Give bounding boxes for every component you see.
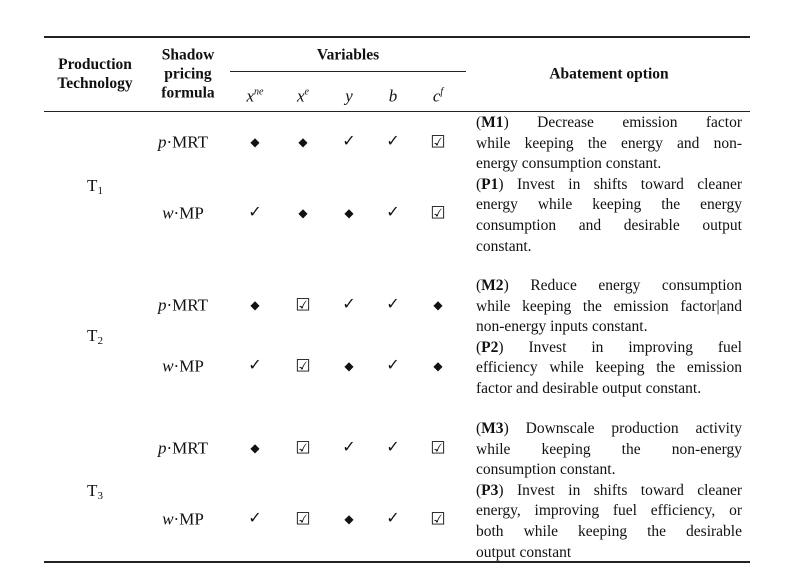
abatement-line: (M1) Decrease emission factor [476,114,742,131]
check-mark: ✓ [248,204,262,221]
check-mark: ✓ [342,439,356,456]
diamond-mark: ◆ [344,359,354,373]
technology-label [87,177,103,197]
option-code: (M3) [476,420,526,437]
diamond-mark: ◆ [298,135,308,149]
abatement-line: while keeping the emission factor|and [476,297,742,315]
abatement-line: (P2) Invest in improving fuel [476,338,742,356]
abatement-option-cell [476,419,742,563]
diamond-mark: ◆ [344,206,354,220]
header-abatement-option: Abatement option [549,65,669,83]
abatement-option [476,113,742,175]
var-y: y [345,86,353,106]
formula-operator: ·MP [173,509,204,529]
formula-operator: ·MP [173,356,204,376]
header-shadow-pricing-formula: Shadow pricing formula [161,46,215,102]
check-mark: ✓ [386,296,400,313]
variables-underline [230,71,466,72]
option-code: (P2) [476,338,529,356]
var-b: b [388,86,398,106]
diamond-mark: ◆ [433,298,443,312]
var-c-f: $c^f$ [432,86,444,106]
header-bottom-rule [44,111,750,112]
formula-operator: ·MRT [166,132,208,152]
boxcheck-mark: ☑ [295,295,311,315]
check-mark: ✓ [386,357,400,374]
technology-label [87,327,103,347]
check-mark: ✓ [248,357,262,374]
formula-coefficient: p [158,132,167,152]
formula-coefficient: w [162,509,174,529]
abatement-line: energy, improving fuel efficiency, or [476,502,742,520]
abatement-line: output constant [476,543,572,561]
abatement-line: (P1) Invest in shifts toward cleaner [476,175,742,193]
option-code: (P3) [476,481,517,499]
option-code: (P1) [476,175,517,193]
technology-subscript: 3 [97,490,103,502]
diamond-mark: ◆ [250,135,260,149]
abatement-line: (P3) Invest in shifts toward cleaner [476,481,742,499]
check-mark: ✓ [342,133,356,150]
technology-base: T [87,481,98,500]
abatement-line: constant. [476,237,532,255]
abatement-line: energy while keeping the energy [476,196,742,214]
boxcheck-mark: ☑ [430,132,446,152]
header-variables: Variables [316,46,380,64]
technology-base: T [87,176,98,195]
shadow-pricing-formula [158,440,208,457]
technology-subscript: 1 [97,185,103,197]
shadow-pricing-formula [158,134,208,151]
boxcheck-mark: ☑ [430,438,446,458]
formula-coefficient: p [158,295,167,315]
shadow-pricing-formula [162,358,204,375]
boxcheck-mark: ☑ [430,509,446,529]
abatement-line: efficiency while keeping the emission [476,359,742,377]
formula-coefficient: w [162,203,174,223]
check-mark: ✓ [248,510,262,527]
var-x-e: $x^e$ [297,86,309,106]
option-code: (M1) [476,114,538,131]
option-code: (M2) [476,277,531,294]
abatement-option-cell [476,276,742,400]
abatement-line: (M3) Downscale production activity [476,420,742,437]
shadow-pricing-formula [162,205,204,222]
var-x-ne: $x^{ne}$ [246,86,264,106]
check-mark: ✓ [342,296,356,313]
diamond-mark: ◆ [250,441,260,455]
top-rule [44,36,750,38]
formula-operator: ·MRT [166,438,208,458]
shadow-pricing-formula [162,511,204,528]
boxcheck-mark: ☑ [295,438,311,458]
abatement-line: consumption and desirable output [476,216,742,234]
abatement-option [476,175,742,257]
abatement-line: (M2) Reduce energy consumption [476,277,743,294]
check-mark: ✓ [386,439,400,456]
formula-operator: ·MRT [166,295,208,315]
boxcheck-mark: ☑ [295,356,311,376]
diamond-mark: ◆ [298,206,308,220]
abatement-line: while keeping the energy and non- [476,134,742,152]
diamond-mark: ◆ [250,298,260,312]
check-mark: ✓ [386,510,400,527]
technology-base: T [87,326,98,345]
formula-coefficient: p [158,438,167,458]
technology-subscript: 2 [97,335,103,347]
abatement-line: factor and desirable output constant. [476,379,702,397]
formula-operator: ·MP [173,203,204,223]
diamond-mark: ◆ [433,359,443,373]
abatement-line: both while keeping the desirable [476,522,742,540]
boxcheck-mark: ☑ [295,509,311,529]
boxcheck-mark: ☑ [430,203,446,223]
abatement-line: while keeping the non-energy [476,440,742,458]
diamond-mark: ◆ [344,512,354,526]
shadow-pricing-formula [158,297,208,314]
abatement-option [476,338,742,400]
formula-coefficient: w [162,356,174,376]
abatement-line: non-energy inputs constant. [476,318,648,336]
check-mark: ✓ [386,133,400,150]
abatement-option [476,419,742,481]
abatement-option-cell [476,113,742,257]
abatement-line: energy consumption constant. [476,155,662,173]
abatement-option [476,276,742,338]
technology-label [87,482,103,502]
header-production-technology: Production Technology [57,56,133,92]
abatement-line: consumption constant. [476,461,616,479]
abatement-option [476,481,742,563]
check-mark: ✓ [386,204,400,221]
